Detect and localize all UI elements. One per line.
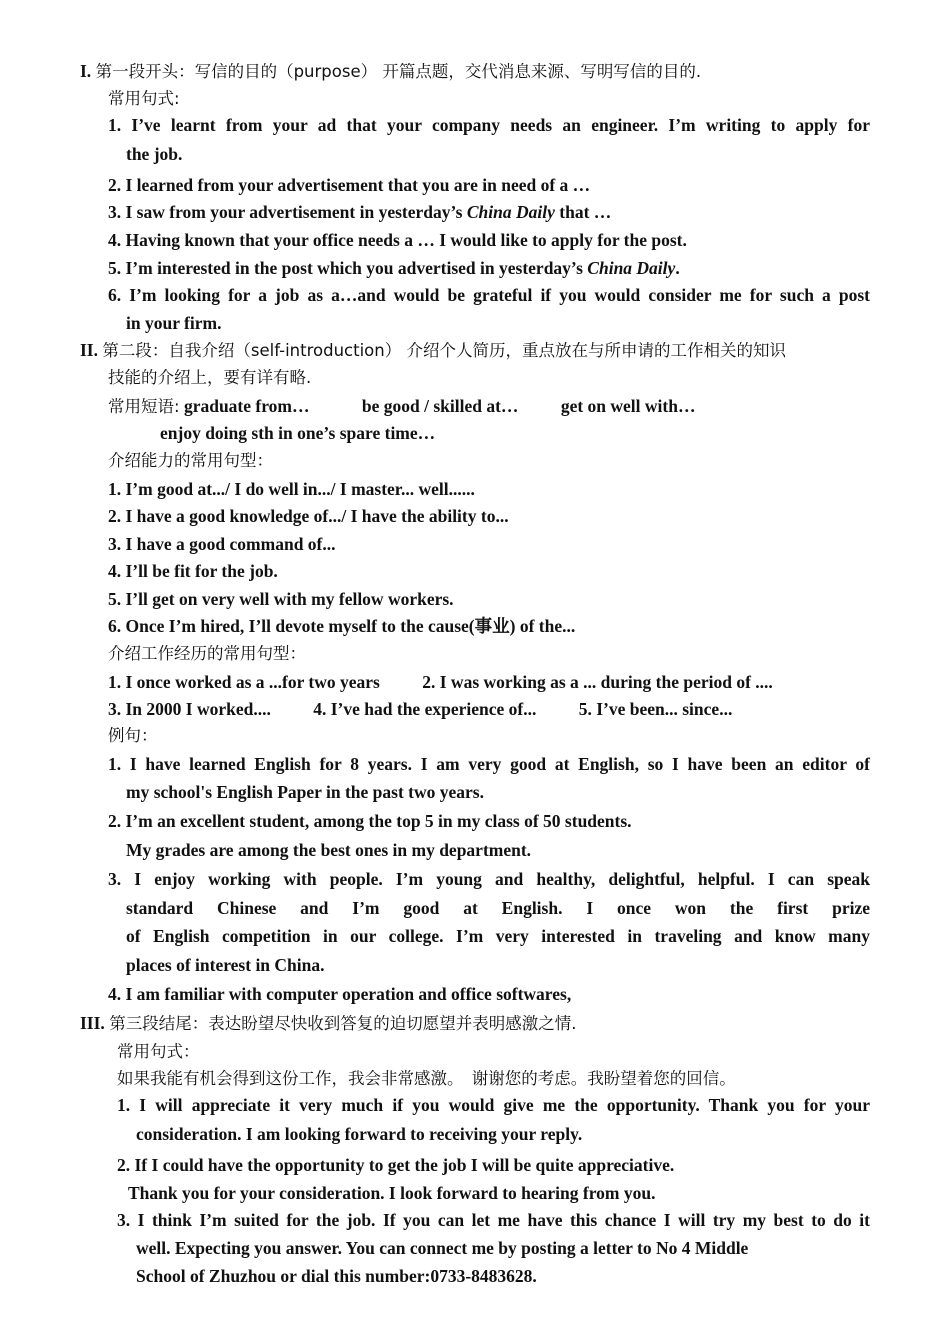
experience-5: 5. I’ve been... since...: [578, 699, 733, 719]
s1-item-5: 5. I’m interested in the post which you advertised in yesterday’s China Daily.: [108, 258, 680, 278]
example-3-line-2: standard Chinese and I’m good at English. I once won the first prize: [126, 898, 870, 918]
experience-row-1: [108, 668, 773, 696]
s1-item-3: 3. I saw from your advertisement in yesterday’s China Daily that …: [108, 202, 612, 222]
example-3-line-4: places of interest in China.: [126, 955, 325, 975]
section-1-patterns-label: 常用句式:: [108, 89, 180, 108]
section-3-patterns-label: 常用句式：: [117, 1042, 200, 1061]
example-1-line-1: 1. I have learned English for 8 years. I am very good at English, so I have been an editor of: [108, 754, 870, 774]
section-2-heading: [80, 336, 786, 365]
section-3-chinese-line: 如果我能有机会得到这份工作，我会非常感激。 谢谢您的考虑。我盼望着您的回信。: [117, 1069, 736, 1088]
s1-item-6-line-2: in your firm.: [126, 313, 222, 333]
s3-line-2a: 2. If I could have the opportunity to get the job I will be quite appreciative.: [117, 1155, 675, 1175]
s1-item-4: 4. Having known that your office needs a … I would like to apply for the post.: [108, 230, 687, 250]
experience-1: 1. I once worked as a ...for two years: [108, 672, 380, 692]
example-3-line-3: of English competition in our college. I’m very interested in traveling and know many: [126, 926, 870, 946]
s3-line-3b: well. Expecting you answer. You can connect me by posting a letter to No 4 Middle: [136, 1238, 749, 1258]
ability-3: 3. I have a good command of...: [108, 534, 336, 554]
example-2-line-1: 2. I’m an excellent student, among the top 5 in my class of 50 students.: [108, 811, 632, 831]
s1-item-1-line-1: 1. I’ve learnt from your ad that your company needs an engineer. I’m writing to apply for: [108, 115, 870, 135]
examples-label: 例句：: [108, 726, 158, 745]
ability-6: 6. Once I’m hired, I’ll devote myself to the cause(事业) of the...: [108, 616, 576, 636]
phrase-4: enjoy doing sth in one’s spare time…: [160, 423, 436, 443]
ability-label: 介绍能力的常用句型：: [108, 451, 273, 470]
s3-line-1a: 1. I will appreciate it very much if you would give me the opportunity. Thank you for your: [117, 1095, 870, 1115]
experience-row-2: [108, 695, 732, 723]
s3-line-3a: 3. I think I’m suited for the job. If you can let me have this chance I will try my best to do it: [117, 1210, 870, 1230]
experience-3: 3. In 2000 I worked....: [108, 699, 271, 719]
section-1-numeral: I.: [80, 61, 92, 81]
s3-line-3c: School of Zhuzhou or dial this number:0733-8483628.: [136, 1266, 537, 1286]
section-3-heading-text: 第三段结尾：表达盼望尽快收到答复的迫切愿望并表明感激之情.: [109, 1014, 577, 1033]
phrases-label: 常用短语:: [108, 397, 180, 416]
s1-item-6-line-1: 6. I’m looking for a job as a…and would be grateful if you would consider me for such a post: [108, 285, 871, 305]
section-3-heading: [80, 1009, 576, 1038]
phrase-1: graduate from…: [183, 396, 310, 416]
phrases-line: [108, 392, 695, 421]
section-1-heading: [80, 57, 701, 86]
s3-line-2b: Thank you for your consideration. I look forward to hearing from you.: [128, 1183, 656, 1203]
example-2-line-2: My grades are among the best ones in my department.: [126, 840, 532, 860]
section-2-numeral: II.: [80, 340, 98, 360]
experience-label: 介绍工作经历的常用句型：: [108, 644, 306, 663]
section-2-heading-cont: 技能的介绍上，要有详有略.: [108, 368, 312, 387]
ability-4: 4. I’ll be fit for the job.: [108, 561, 278, 581]
experience-4: 4. I’ve had the experience of...: [313, 699, 537, 719]
s1-item-1-line-2: the job.: [126, 144, 183, 164]
example-3-line-1: 3. I enjoy working with people. I’m young and healthy, delightful, helpful. I can speak: [108, 869, 870, 889]
section-2-heading-text: 第二段：自我介绍（self-introduction） 介绍个人简历，重点放在与所申请的工作相关的知识: [102, 341, 786, 360]
example-1-line-2: my school's English Paper in the past two years.: [126, 782, 484, 802]
section-3-numeral: III.: [80, 1013, 105, 1033]
s3-line-1b: consideration. I am looking forward to receiving your reply.: [136, 1124, 583, 1144]
example-4: 4. I am familiar with computer operation and office softwares,: [108, 984, 572, 1004]
phrase-2: be good / skilled at…: [361, 396, 519, 416]
ability-1: 1. I’m good at.../ I do well in.../ I master... well......: [108, 479, 475, 499]
section-1-heading-text: 第一段开头：写信的目的（purpose） 开篇点题，交代消息来源、写明写信的目的.: [95, 62, 702, 81]
phrase-3: get on well with…: [560, 396, 696, 416]
ability-5: 5. I’ll get on very well with my fellow workers.: [108, 589, 454, 609]
experience-2: 2. I was working as a ... during the period of ....: [422, 672, 773, 692]
ability-2: 2. I have a good knowledge of.../ I have the ability to...: [108, 506, 509, 526]
s1-item-2: 2. I learned from your advertisement that you are in need of a …: [108, 175, 591, 195]
